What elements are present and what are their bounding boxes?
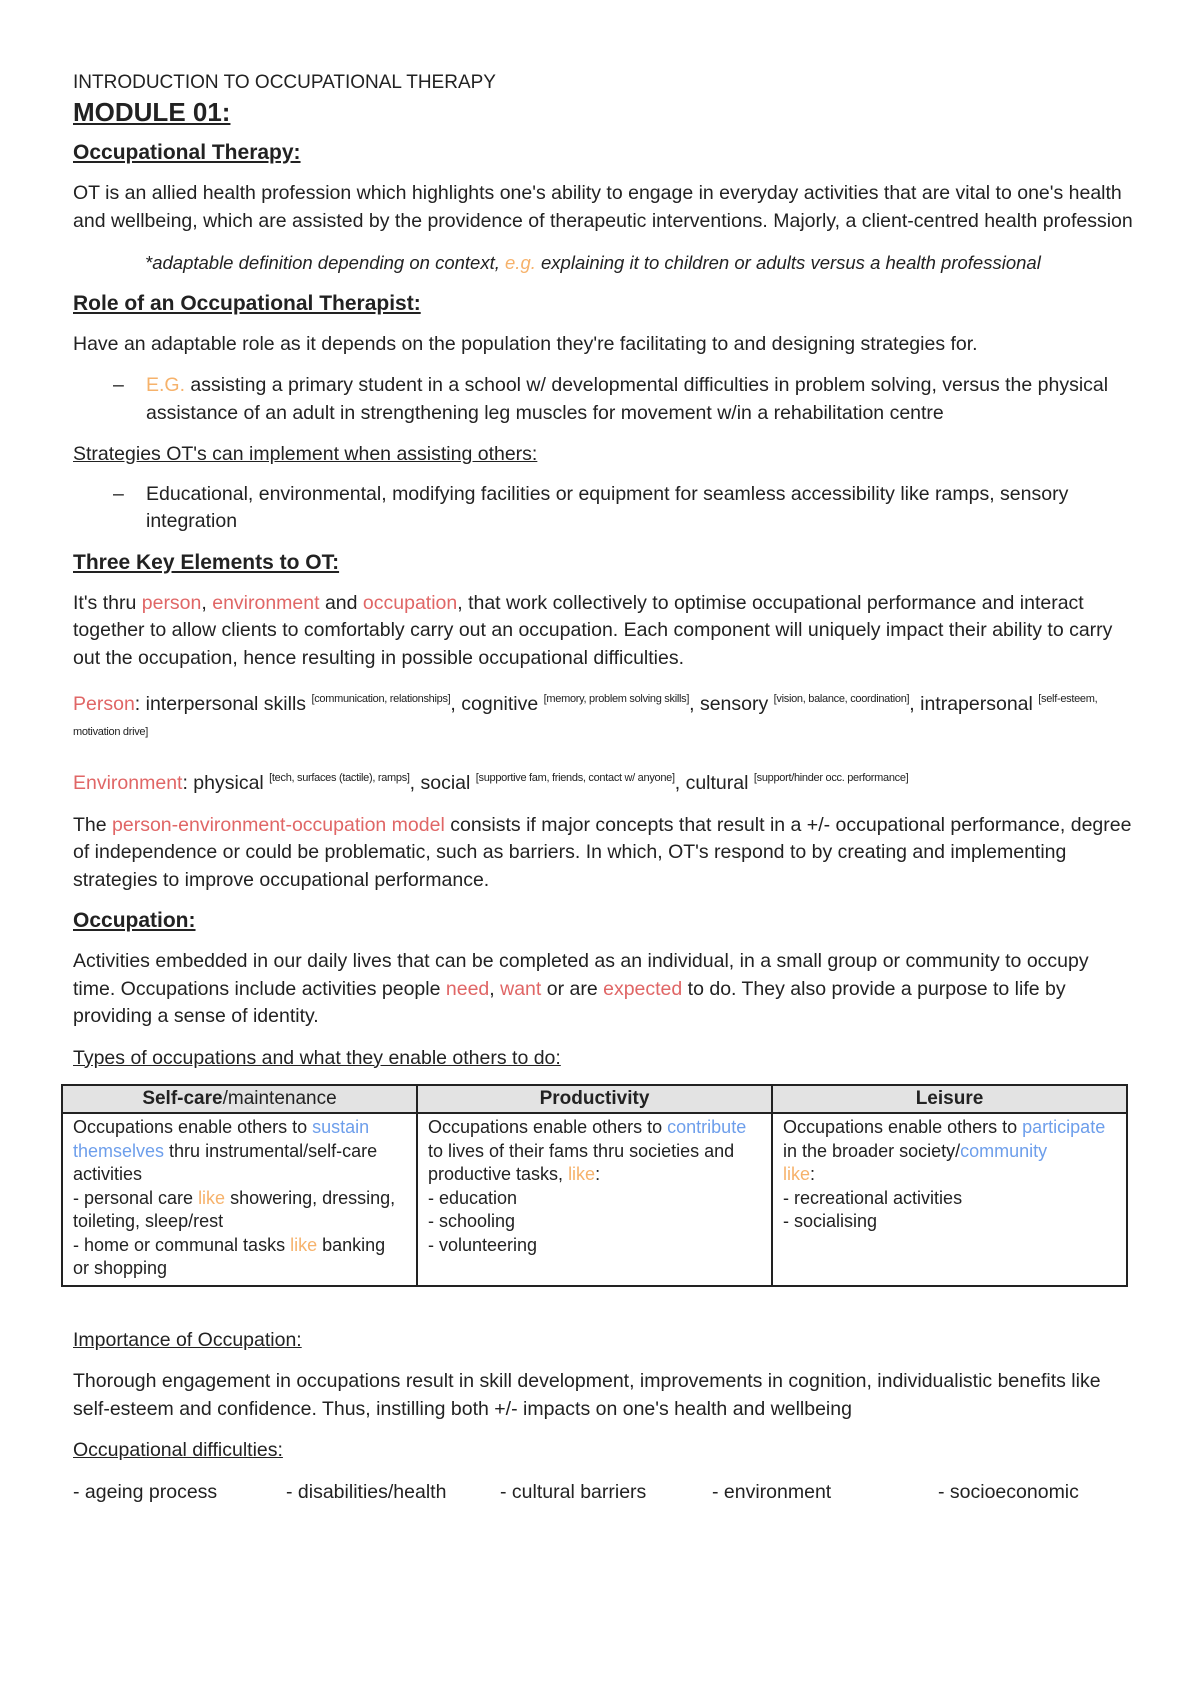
list-item xyxy=(73,372,1133,427)
keyword: sustain themselves xyxy=(73,1117,370,1161)
list-item: - recreational activities xyxy=(783,1187,963,1208)
list-item: - cultural barriers xyxy=(500,1480,647,1503)
superscript: [support/hinder occ. performance] xyxy=(753,772,909,784)
text: : xyxy=(810,1164,816,1184)
difficulties-heading: Occupational difficulties: xyxy=(73,1439,283,1461)
text: , cultural xyxy=(674,772,754,794)
importance-body: Thorough engagement in occupations result in skill development, improvements in cognition, individualistic benefits like self-esteem and confidence. Thus, instilling both +/- impacts on one's health and wellbeing xyxy=(73,1370,1101,1420)
environment-label: Environment xyxy=(73,772,183,794)
text: Activities embedded in our daily lives that can be completed as an individual, in a small group or community to occupy time. Occupations include activities people xyxy=(73,950,1089,1000)
keyword-need: need xyxy=(445,977,490,1000)
superscript: [supportive fam, friends, contact w/ anyone] xyxy=(475,772,675,784)
heading-three-key-elements: Three Key Elements to OT: xyxy=(73,550,340,574)
note-text: *adaptable definition depending on context, xyxy=(145,252,506,273)
keyword-expected: expected xyxy=(603,977,683,1000)
text: to lives of their fams thru societies and productive tasks, xyxy=(428,1140,735,1184)
cell-productivity xyxy=(417,1113,772,1286)
table-header-row xyxy=(62,1085,1127,1113)
cell-self-care xyxy=(62,1113,417,1286)
keyword-environment: environment xyxy=(212,591,320,614)
text: , xyxy=(489,977,501,1000)
table-row xyxy=(62,1113,1127,1286)
environment-paragraph xyxy=(73,765,1133,798)
strategies-list xyxy=(73,481,1133,536)
dash-icon: – xyxy=(113,374,124,396)
role-body: Have an adaptable role as it depends on the population they're facilitating to and designing strategies for. xyxy=(73,332,978,355)
peo-model-keyword: person-environment-occupation model xyxy=(112,813,445,836)
document-page xyxy=(73,70,1133,1506)
text: in the broader society/ xyxy=(783,1140,961,1161)
superscript: [self-esteem, motivation drive] xyxy=(73,693,1098,738)
superscript: [vision, balance, coordination] xyxy=(773,693,910,705)
text: consists if major concepts that result in a +/- occupational performance, degree of independence or could be problematic, such as barriers. In which, OT's respond to by creating and implementing strategies to improve occupational performance. xyxy=(73,813,1132,891)
superscript: [communication, relationships] xyxy=(311,693,451,705)
difficulties-list xyxy=(73,1479,1133,1507)
keyword-like: like xyxy=(290,1234,318,1255)
header-bold: Leisure xyxy=(915,1088,984,1109)
list-item: - socialising xyxy=(783,1211,878,1231)
heading-role: Role of an Occupational Therapist: xyxy=(73,291,421,315)
header-bold: Productivity xyxy=(539,1088,650,1109)
dash-icon: – xyxy=(113,482,124,505)
keyword-occupation: occupation xyxy=(362,591,458,614)
text: , social xyxy=(409,772,476,794)
superscript: [memory, problem solving skills] xyxy=(543,693,690,705)
bullet-text: assisting a primary student in a school w/ developmental difficulties in problem solving, versus the physical assistance of an adult in strengthening leg muscles for movement w/in a rehabilitation centre xyxy=(146,374,1109,424)
definition-note xyxy=(145,249,1133,277)
text: : interpersonal skills xyxy=(134,693,312,715)
text: - home or communal tasks xyxy=(73,1234,291,1255)
header-self-care xyxy=(62,1085,417,1113)
ot-definition: OT is an allied health profession which highlights one's ability to engage in everyday activities that are vital to one's health and wellbeing, which are assisted by the providence of therapeutic interventions. Majorly, a client-centred health profession xyxy=(73,182,1133,232)
list-item xyxy=(73,481,1133,536)
elements-body xyxy=(73,590,1133,673)
text: Occupations enable others to xyxy=(428,1117,668,1137)
role-list xyxy=(73,372,1133,427)
text: banking or shopping xyxy=(73,1234,386,1278)
text: , cognitive xyxy=(450,693,544,715)
list-item: - education xyxy=(428,1187,518,1208)
superscript: [tech, surfaces (tactile), ramps] xyxy=(269,772,410,784)
eg-label: E.G. xyxy=(146,374,186,396)
text: - personal care xyxy=(73,1187,199,1208)
keyword: contribute xyxy=(667,1117,747,1137)
text: to do. They also provide a purpose to life by providing a sense of identity. xyxy=(73,977,1066,1027)
keyword-like: like xyxy=(198,1187,226,1208)
list-item: - environment xyxy=(712,1480,832,1503)
person-paragraph xyxy=(73,686,1133,751)
header-rest: /maintenance xyxy=(222,1088,337,1109)
keyword-want: want xyxy=(500,977,542,1000)
module-heading: MODULE 01: xyxy=(73,97,231,127)
text: and xyxy=(319,591,363,614)
text: , sensory xyxy=(689,693,774,715)
note-text-end: explaining it to children or adults versus a health professional xyxy=(535,252,1041,273)
text: : physical xyxy=(182,772,270,794)
note-eg: e.g. xyxy=(505,252,536,273)
text: : xyxy=(595,1164,601,1184)
keyword-like: like xyxy=(783,1164,811,1184)
heading-occupational-therapy: Occupational Therapy: xyxy=(73,141,301,164)
occupation-body xyxy=(73,948,1133,1031)
keyword-person: person xyxy=(141,591,202,614)
cell-leisure xyxy=(772,1113,1127,1286)
header-productivity xyxy=(417,1085,772,1113)
text: showering, dressing, toileting, sleep/rest xyxy=(73,1187,396,1231)
types-heading: Types of occupations and what they enable others to do: xyxy=(73,1046,561,1069)
text: or are xyxy=(541,977,604,1000)
document-title: INTRODUCTION TO OCCUPATIONAL THERAPY xyxy=(73,72,496,93)
header-bold: Self-care xyxy=(142,1088,223,1109)
occupation-types-table xyxy=(61,1084,1128,1287)
text: Occupations enable others to xyxy=(783,1117,1023,1137)
text: , xyxy=(201,591,213,614)
keyword-like: like xyxy=(568,1164,596,1184)
peo-model-paragraph xyxy=(73,812,1133,895)
text: Occupations enable others to xyxy=(73,1117,313,1137)
bullet-text: Educational, environmental, modifying facilities or equipment for seamless accessibility like ramps, sensory integration xyxy=(146,482,1069,532)
strategies-heading: Strategies OT's can implement when assisting others: xyxy=(73,443,538,465)
person-label: Person xyxy=(73,693,135,715)
list-item: - schooling xyxy=(428,1211,516,1231)
text: , that work collectively to optimise occupational performance and interact together to allow clients to comfortably carry out an occupation. Each component will uniquely impact their ability to carry out the occupation, hence resulting in possible occupational difficulties. xyxy=(73,591,1113,669)
header-leisure xyxy=(772,1085,1127,1113)
keyword: community xyxy=(960,1140,1048,1161)
list-item: - disabilities/health xyxy=(286,1480,447,1503)
text: thru instrumental/self-care activities xyxy=(73,1140,378,1184)
text: It's thru xyxy=(73,591,142,614)
list-item: - socioeconomic xyxy=(938,1480,1079,1503)
importance-heading: Importance of Occupation: xyxy=(73,1328,302,1351)
keyword: participate xyxy=(1022,1117,1106,1137)
text: The xyxy=(73,813,113,836)
list-item: - ageing process xyxy=(73,1480,218,1503)
list-item: - volunteering xyxy=(428,1234,538,1255)
heading-occupation: Occupation: xyxy=(73,909,196,932)
text: , intrapersonal xyxy=(909,693,1039,715)
